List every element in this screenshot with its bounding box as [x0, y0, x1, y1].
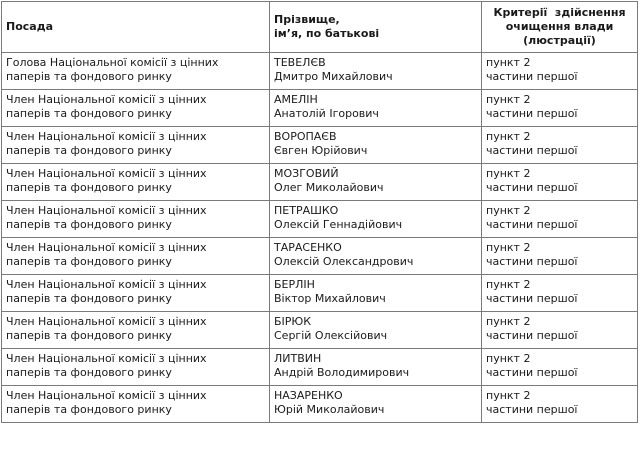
- position-line1: Член Національної комісії з цінних: [6, 389, 207, 402]
- criteria-cell: [482, 90, 638, 127]
- criteria-line1: пункт 2: [486, 241, 531, 254]
- criteria-line1: пункт 2: [486, 93, 531, 106]
- table-row: [2, 386, 638, 423]
- given-names: Сергій Олексійович: [274, 329, 388, 342]
- position-line2: паперів та фондового ринку: [6, 218, 172, 231]
- full-name-cell: [270, 275, 482, 312]
- full-name-cell: [270, 201, 482, 238]
- position-cell: [2, 312, 270, 349]
- criteria-line1: пункт 2: [486, 315, 531, 328]
- position-cell: [2, 349, 270, 386]
- criteria-line2: частини першої: [486, 255, 578, 268]
- position-line1: Член Національної комісії з цінних: [6, 278, 207, 291]
- table-row: [2, 127, 638, 164]
- given-names: Андрій Володимирович: [274, 366, 410, 379]
- criteria-line2: частини першої: [486, 70, 578, 83]
- given-names: Юрій Миколайович: [274, 403, 385, 416]
- criteria-line1: пункт 2: [486, 56, 531, 69]
- surname: НАЗАРЕНКО: [274, 389, 343, 402]
- surname: ТЕВЕЛЄВ: [274, 56, 326, 69]
- given-names: Анатолій Ігорович: [274, 107, 379, 120]
- position-line1: Член Національної комісії з цінних: [6, 130, 207, 143]
- surname: ВОРОПАЄВ: [274, 130, 337, 143]
- given-names: Олексій Олександрович: [274, 255, 414, 268]
- header-position: Посада: [2, 2, 270, 53]
- surname: АМЕЛІН: [274, 93, 318, 106]
- table-row: [2, 201, 638, 238]
- position-line2: паперів та фондового ринку: [6, 255, 172, 268]
- position-line2: паперів та фондового ринку: [6, 329, 172, 342]
- given-names: Олег Миколайович: [274, 181, 384, 194]
- full-name-cell: [270, 164, 482, 201]
- given-names: Віктор Михайлович: [274, 292, 386, 305]
- criteria-line1: пункт 2: [486, 167, 531, 180]
- criteria-line2: частини першої: [486, 107, 578, 120]
- criteria-line2: частини першої: [486, 329, 578, 342]
- given-names: Олексій Геннадійович: [274, 218, 403, 231]
- position-cell: [2, 201, 270, 238]
- criteria-line2: частини першої: [486, 218, 578, 231]
- surname: БЕРЛІН: [274, 278, 315, 291]
- criteria-cell: [482, 53, 638, 90]
- position-cell: [2, 53, 270, 90]
- criteria-cell: [482, 238, 638, 275]
- criteria-line1: пункт 2: [486, 389, 531, 402]
- table-row: [2, 238, 638, 275]
- table-row: [2, 164, 638, 201]
- position-cell: [2, 275, 270, 312]
- position-line1: Член Національної комісії з цінних: [6, 352, 207, 365]
- full-name-cell: [270, 312, 482, 349]
- position-line2: паперів та фондового ринку: [6, 107, 172, 120]
- surname: ЛИТВИН: [274, 352, 322, 365]
- position-cell: [2, 238, 270, 275]
- position-line2: паперів та фондового ринку: [6, 70, 172, 83]
- full-name-cell: [270, 238, 482, 275]
- position-line1: Член Національної комісії з цінних: [6, 204, 207, 217]
- position-cell: [2, 386, 270, 423]
- full-name-cell: [270, 127, 482, 164]
- position-line1: Член Національної комісії з цінних: [6, 167, 207, 180]
- position-line2: паперів та фондового ринку: [6, 144, 172, 157]
- surname: ПЕТРАШКО: [274, 204, 339, 217]
- criteria-cell: [482, 164, 638, 201]
- position-cell: [2, 164, 270, 201]
- position-cell: [2, 127, 270, 164]
- surname: ТАРАСЕНКО: [274, 241, 342, 254]
- position-line1: Член Національної комісії з цінних: [6, 315, 207, 328]
- criteria-line2: частини першої: [486, 292, 578, 305]
- criteria-line1: пункт 2: [486, 278, 531, 291]
- full-name-cell: [270, 53, 482, 90]
- table-row: [2, 349, 638, 386]
- criteria-cell: [482, 349, 638, 386]
- header-criteria-line1: Критерії здійснення: [493, 6, 626, 19]
- full-name-cell: [270, 90, 482, 127]
- position-line1: Член Національної комісії з цінних: [6, 241, 207, 254]
- criteria-line1: пункт 2: [486, 204, 531, 217]
- table-row: [2, 275, 638, 312]
- header-criteria-line3: (люстрації): [523, 34, 596, 47]
- position-line1: Голова Національної комісії з цінних: [6, 56, 219, 69]
- surname: БІРЮК: [274, 315, 312, 328]
- given-names: Дмитро Михайлович: [274, 70, 393, 83]
- criteria-line1: пункт 2: [486, 352, 531, 365]
- position-line2: паперів та фондового ринку: [6, 366, 172, 379]
- criteria-cell: [482, 275, 638, 312]
- table-row: [2, 90, 638, 127]
- criteria-cell: [482, 201, 638, 238]
- given-names: Євген Юрійович: [274, 144, 368, 157]
- full-name-cell: [270, 386, 482, 423]
- criteria-line1: пункт 2: [486, 130, 531, 143]
- table-row: [2, 53, 638, 90]
- position-line1: Член Національної комісії з цінних: [6, 93, 207, 106]
- full-name-cell: [270, 349, 482, 386]
- header-criteria-line2: очищення влади: [505, 20, 614, 33]
- table-header-row: [2, 2, 638, 53]
- criteria-cell: [482, 127, 638, 164]
- criteria-line2: частини першої: [486, 181, 578, 194]
- criteria-line2: частини першої: [486, 366, 578, 379]
- header-full-name: [270, 2, 482, 53]
- header-full-name-line2: ім’я, по батькові: [274, 27, 380, 40]
- criteria-cell: [482, 312, 638, 349]
- surname: МОЗГОВИЙ: [274, 167, 339, 180]
- position-line2: паперів та фондового ринку: [6, 181, 172, 194]
- table-row: [2, 312, 638, 349]
- header-criteria: [482, 2, 638, 53]
- position-cell: [2, 90, 270, 127]
- position-line2: паперів та фондового ринку: [6, 403, 172, 416]
- criteria-line2: частини першої: [486, 144, 578, 157]
- criteria-line2: частини першої: [486, 403, 578, 416]
- position-line2: паперів та фондового ринку: [6, 292, 172, 305]
- header-full-name-line1: Прізвище,: [274, 13, 340, 26]
- criteria-cell: [482, 386, 638, 423]
- lustration-table: [1, 1, 638, 423]
